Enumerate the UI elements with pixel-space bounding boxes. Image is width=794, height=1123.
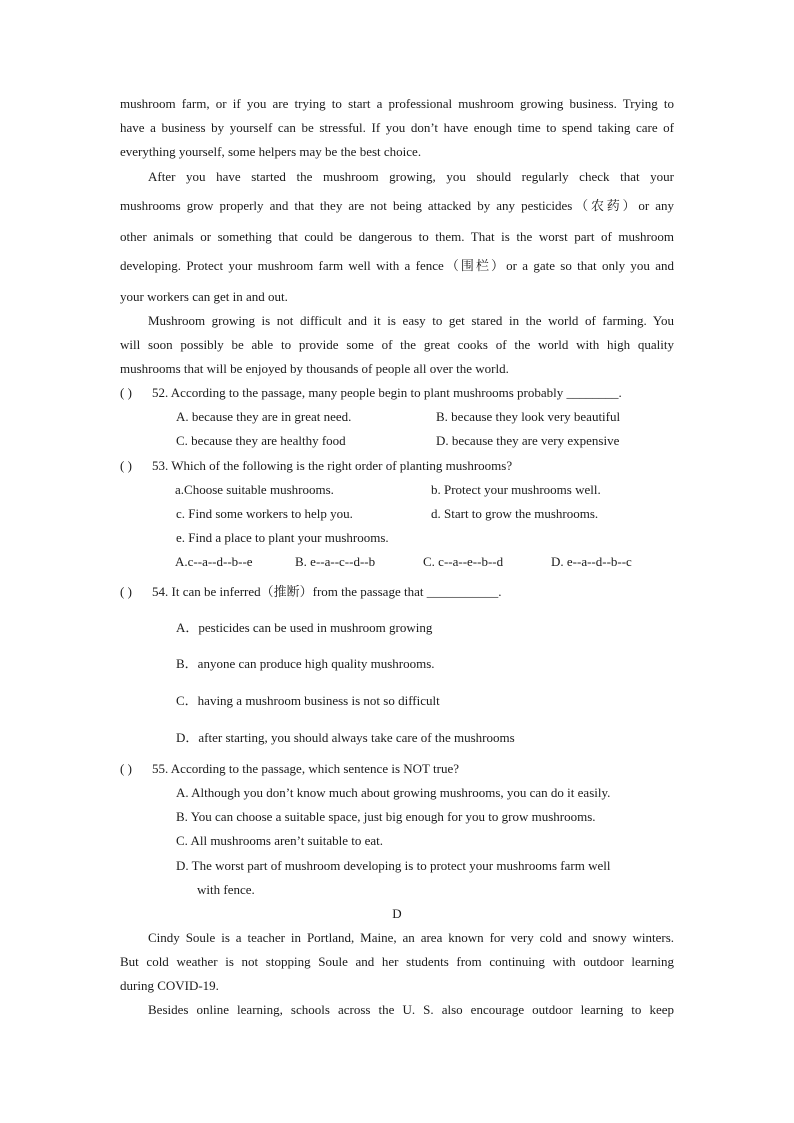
option-b: B. because they look very beautiful (436, 409, 621, 424)
option-b: B. e--a--c--d--b (295, 554, 376, 569)
passage-c-p2-line-2: mushrooms grow properly and that they are not being attacked by any pesticides（农药）or any (120, 198, 674, 213)
option-c: C. All mushrooms aren’t suitable to eat. (176, 833, 384, 848)
option-c: C. c--a--e--b--d (423, 554, 504, 569)
answer-blank[interactable]: ( ) (120, 761, 132, 776)
option-d: D. because they are very expensive (436, 433, 620, 448)
passage-c-p2-line-3: other animals or something that could be dangerous to them. That is the worst part of mushroom (120, 229, 674, 244)
option-a: A. because they are in great need. (176, 409, 352, 424)
option-a: A. Although you don’t know much about growing mushrooms, you can do it easily. (176, 785, 611, 800)
passage-c-p1-line-3: everything yourself, some helpers may be the best choice. (120, 144, 422, 159)
answer-blank[interactable]: ( ) (120, 458, 132, 473)
question-stem: 55. According to the passage, which sentence is NOT true? (152, 761, 459, 776)
passage-c-p1-line-2: have a business by yourself can be stressful. If you don’t have enough time to spend taking care of (120, 120, 674, 135)
option-b: B. You can choose a suitable space, just big enough for you to grow mushrooms. (176, 809, 596, 824)
option-c: C．having a mushroom business is not so difficult (176, 693, 440, 708)
step-b: b. Protect your mushrooms well. (431, 482, 601, 497)
passage-c-p2-line-1: After you have started the mushroom growing, you should regularly check that your (148, 169, 674, 184)
passage-d-p1-line-1: Cindy Soule is a teacher in Portland, Maine, an area known for very cold and snowy winters. (148, 930, 674, 945)
question-stem: 53. Which of the following is the right order of planting mushrooms? (152, 458, 513, 473)
option-a: A．pesticides can be used in mushroom growing (176, 620, 433, 635)
passage-c-p3-line-1: Mushroom growing is not difficult and it is easy to get stared in the world of farming. You (148, 313, 674, 328)
option-d-continuation: with fence. (197, 882, 255, 897)
passage-c-p3-line-2: will soon possibly be able to provide some of the great cooks of the world with high quality (120, 337, 674, 352)
option-c: C. because they are healthy food (176, 433, 346, 448)
passage-c-p3-line-3: mushrooms that will be enjoyed by thousands of people all over the world. (120, 361, 509, 376)
question-stem: 52. According to the passage, many people begin to plant mushrooms probably ________. (152, 385, 622, 400)
step-d: d. Start to grow the mushrooms. (431, 506, 599, 521)
passage-c-p1-line-1: mushroom farm, or if you are trying to start a professional mushroom growing business. Trying to (120, 96, 674, 111)
answer-blank[interactable]: ( ) (120, 385, 132, 400)
step-a: a.Choose suitable mushrooms. (175, 482, 334, 497)
passage-d-p1-line-3: during COVID-19. (120, 978, 219, 993)
passage-d-p1-line-2: But cold weather is not stopping Soule and her students from continuing with outdoor learning (120, 954, 674, 969)
section-heading: D (392, 906, 402, 921)
question-stem: 54. It can be inferred（推断）from the passage that ___________. (152, 584, 502, 599)
option-d: D. e--a--d--b--c (551, 554, 632, 569)
passage-c-p2-line-5: your workers can get in and out. (120, 289, 288, 304)
option-d: D．after starting, you should always take care of the mushrooms (176, 730, 515, 745)
option-a: A.c--a--d--b--e (175, 554, 253, 569)
passage-c-p2-line-4: developing. Protect your mushroom farm well with a fence（围栏）or a gate so that only you and (120, 258, 674, 273)
option-d: D. The worst part of mushroom developing is to protect your mushrooms farm well (176, 858, 611, 873)
step-c: c. Find some workers to help you. (176, 506, 353, 521)
passage-d-p2-line-1: Besides online learning, schools across the U. S. also encourage outdoor learning to keep (148, 1002, 674, 1017)
option-b: B．anyone can produce high quality mushrooms. (176, 656, 435, 671)
answer-blank[interactable]: ( ) (120, 584, 132, 599)
step-e: e. Find a place to plant your mushrooms. (176, 530, 389, 545)
